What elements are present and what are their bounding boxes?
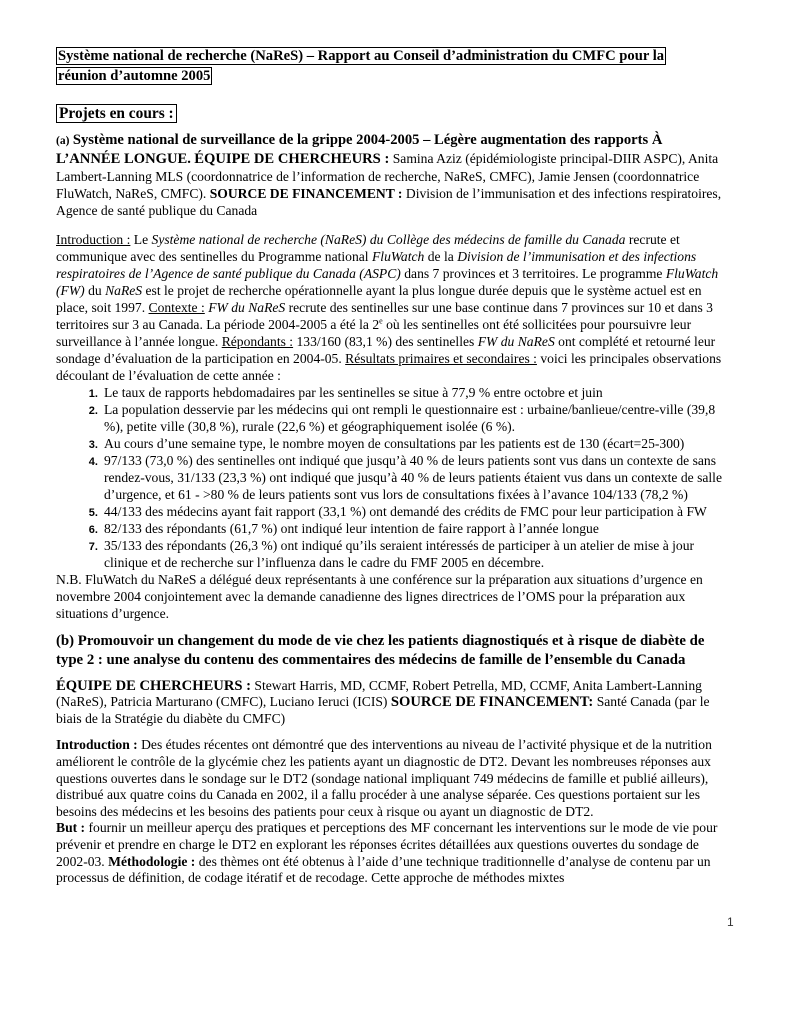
section-b-team-label: ÉQUIPE DE CHERCHEURS : (56, 677, 252, 694)
report-title-line2: réunion d’automne 2005 (58, 68, 211, 84)
section-b-funding-label: SOURCE DE FINANCEMENT: (390, 694, 594, 711)
section-a-label: (a) (56, 134, 70, 147)
section-a-team: Samina Aziz (épidémiologiste principal-DIIR ASPC), Anita Lambert-Lanning MLS (coordonnatrice de l’information de recherche, NaReS, CMFC), Jamie Jensen (coordonnatrice FluWatch, NaReS, CMFC). (56, 150, 719, 201)
section-a-funding-label: SOURCE DE FINANCEMENT : (209, 185, 403, 201)
document-page (56, 46, 724, 887)
list-item: 5. 44/133 des médecins ayant fait rapport (33,1 %) ont demandé des crédits de FMC pour leur participation à FW (101, 503, 724, 520)
list-item: 1. Le taux de rapports hebdomadaires par les sentinelles se situe à 77,9 % entre octobre et juin (101, 384, 724, 401)
report-title-line1: Système national de recherche (NaReS) – Rapport au Conseil d’administration du CMFC pour la (58, 48, 665, 64)
section-a-team-label: ÉQUIPE DE CHERCHEURS : (194, 150, 390, 167)
list-item: 4. 97/133 (73,0 %) des sentinelles ont indiqué que jusqu’à 40 % de leurs patients sont vus dans un contexte de sans rendez-vous, 31/133 (23,3 %) ont indiqué que jusqu’à 40 % de leurs patients étaient vus dans un contexte de salle d’urgence, et 61 - >80 % de leurs patients sont vus lors de consultations fixées à l’avance 104/133 (78,2 %) (101, 452, 724, 503)
page-number: 1 (727, 915, 734, 929)
section-a-header (56, 131, 724, 219)
section-a-intro: Introduction : Le Système national de recherche (NaReS) du Collège des médecins de famille du Canada recrute et communique avec des sentinelles du Programme national FluWatch de la Division de l’immunisation et des infections respiratoires de l’Agence de santé publique du Canada (ASPC) dans 7 provinces et 3 territoires. Le programme FluWatch (FW) du NaReS est le projet de recherche opérationnelle ayant la plus longue durée depuis que le système actuel est en place, soit 1997. Contexte : FW du NaReS recrute des sentinelles sur une base continue dans 7 provinces sur 10 et dans 3 territoires sur 3 au Canada. La période 2004-2005 a été la 2e où les sentinelles ont été sollicitées pour poursuivre leur surveillance à l’année longue. Répondants : 133/160 (83,1 %) des sentinelles FW du NaReS ont complété et retourné leur sondage d’évaluation de la participation en 2004-05. Résultats primaires et secondaires : voici les principales observations découlant de l’évaluation de cette année : (56, 231, 722, 383)
section-b-goal-label: But : (56, 820, 86, 836)
section-a-title: Système national de surveillance de la grippe 2004-2005 – Légère augmentation des rapports À L’ANNÉE LONGUE. (56, 131, 663, 167)
report-title (56, 46, 724, 86)
section-b-body: Introduction : Des études récentes ont démontré que des interventions au niveau de l’activité physique et de la nutrition améliorent le contrôle de la glycémie chez les patients ayant un diagnostic de DT2. Devant les nombreuses réponses aux questions ouvertes dans le sondage sur le DT2 (sondage national impliquant 749 médecins de famille et publié ailleurs), distribué aux quatre coins du Canada en 2002, il a fallu procéder à une analyse séparée. Ces questions portaient sur les besoins des médecins et les besoins des patients pour ceux à risque ou ayant un diagnostic de DT2. But : fournir un meilleur aperçu des pratiques et perceptions des MF concernant les interventions sur le mode de vie pour prévenir et prendre en charge le DT2 en explorant les réponses écrites détaillées aux questions ouvertes du sondage de 2002-03. Méthodologie : des thèmes ont été obtenus à l’aide d’une technique traditionnelle d’analyse de contenu par un processus de définition, de codage itératif et de recodage. Cette approche de méthodes mixtes (56, 737, 718, 886)
results-label: Résultats primaires et secondaires : (345, 350, 537, 366)
list-item: 3. Au cours d’une semaine type, le nombre moyen de consultations par les patients est de 130 (écart=25-300) (101, 435, 724, 452)
list-item: 2. La population desservie par les médecins qui ont rempli le questionnaire est : urbaine/banlieue/centre-ville (39,8 %), petite ville (30,8 %), rurale (22,6 %) et géographiquement isolée (6 %). (101, 401, 724, 435)
section-b-method-label: Méthodologie : (108, 853, 196, 869)
respondents-label: Répondants : (221, 333, 294, 349)
list-item: 7. 35/133 des répondants (26,3 %) ont indiqué qu’ils seraient intéressés de participer à un atelier de mise à jour clinique et de recherche sur l’influenza dans le cadre du FMF 2005 en décembre. (101, 537, 724, 571)
context-label: Contexte : (148, 299, 205, 315)
intro-label: Introduction : (56, 231, 131, 247)
section-b-team: ÉQUIPE DE CHERCHEURS : Stewart Harris, MD, CCMF, Robert Petrella, MD, CCMF, Anita Lambert-Lanning (NaReS), Patricia Marturano (CMFC), Luciano Ieruci (ICIS) SOURCE DE FINANCEMENT: Santé Canada (par le biais de la Stratégie du diabète du CMFC) (56, 677, 710, 726)
projects-heading: Projets en cours : (56, 106, 724, 123)
section-a (56, 131, 724, 622)
results-list (56, 384, 724, 571)
section-a-funding: Division de l’immunisation et des infections respiratoires, Agence de santé publique du Canada (56, 185, 722, 218)
list-item: 6. 82/133 des répondants (61,7 %) ont indiqué leur intention de faire rapport à l’année longue (101, 520, 724, 537)
section-b-title: (b) Promouvoir un changement du mode de vie chez les patients diagnostiqués et à risque de diabète de type 2 : une analyse du contenu des commentaires des médecins de famille de l’ensemble du Canada (56, 632, 705, 668)
section-b-intro-label: Introduction : (56, 737, 138, 753)
nb-note: N.B. FluWatch du NaReS a délégué deux représentants à une conférence sur la préparation aux situations d’urgence en novembre 2004 conjointement avec la demande canadienne des lignes directrices de l’OMS pour la préparation aux situations d’urgence. (56, 571, 703, 621)
